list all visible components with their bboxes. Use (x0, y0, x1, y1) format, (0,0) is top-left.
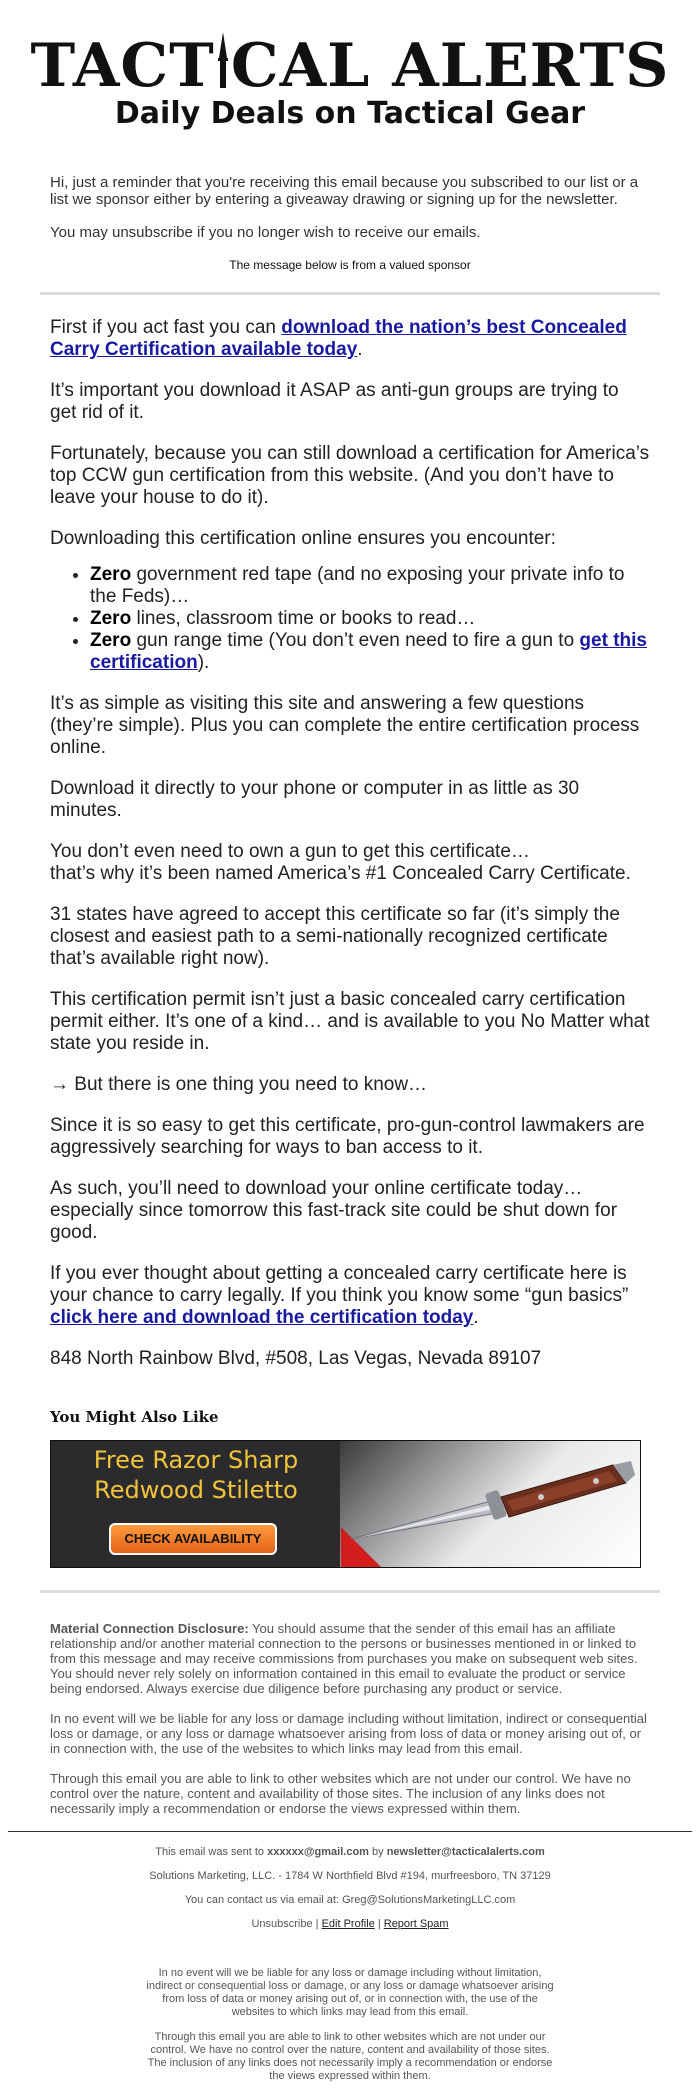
unsubscribe-note: You may unsubscribe if you no longer wish to receive our emails. (50, 224, 481, 241)
list-item: • Zero lines, classroom time or books to read… (90, 608, 650, 630)
footer-legal (0, 1942, 700, 2083)
disclosure-section (0, 1593, 700, 1816)
list-item: • Zero government red tape (and no exposing your private info to the Feds)… (90, 564, 650, 608)
paragraph-4: Downloading this certification online ensures you encounter: (50, 528, 556, 549)
company-address: Solutions Marketing, LLC. - 1784 W Northfield Blvd #194, murfreesboro, TN 37129 (149, 1870, 551, 1882)
footer-liability: In no event will we be liable for any loss or damage including without limitation, indirect or consequential loss or damage, or any loss or damage whatsoever arising from loss of data or money arising out of, or in connection with, the use of the websites to which links may lead from this email. (146, 1967, 554, 2018)
paragraph-8: 31 states have agreed to accept this certificate so far (it’s simply the closest and easiest path to a semi-nationally recognized certificate that’s available right now). (50, 904, 620, 969)
also-like-title: You Might Also Like (50, 1408, 219, 1426)
get-certification-link[interactable]: get this certification (90, 630, 647, 673)
benefits-list (50, 564, 650, 674)
paragraph-1: First if you act fast you can download the nation’s best Concealed Carry Certification available today. (50, 317, 627, 360)
paragraph-12: As such, you’ll need to download your online certificate today… especially since tomorrow this fast-track site could be shut down for good. (50, 1178, 618, 1243)
brand-right: CAL ALERTS (230, 31, 670, 101)
contact-line: You can contact us via email at: Greg@SolutionsMarketingLLC.com (184, 1894, 516, 1906)
paragraph-9: This certification permit isn’t just a basic concealed carry certification permit either. It’s one of a kind… and is available to you No Matter what state you reside in. (50, 989, 650, 1054)
paragraph-2: It’s important you download it ASAP as anti-gun groups are trying to get rid of it. (50, 380, 619, 423)
paragraph-6: Download it directly to your phone or computer in as little as 30 minutes. (50, 778, 580, 821)
brand-logo[interactable] (0, 31, 700, 101)
liability-disclaimer: In no event will we be liable for any loss or damage including without limitation, indirect or consequential loss or damage, or any loss or damage whatsoever arising from loss of data or money arising out of, or in connection with, the use of the websites to which links may lead from this email. (50, 1711, 647, 1756)
sponsor-note: The message below is from a valued sponsor (229, 258, 471, 272)
email-footer (0, 1832, 700, 2083)
list-item: • Zero gun range time (You don’t even need to fire a gun to get this certification). (90, 630, 650, 674)
report-spam-link[interactable]: Report Spam (383, 1918, 449, 1930)
paragraph-13: If you ever thought about getting a concealed carry certificate here is your chance to carry legally. If you think you know some “gun basics” click here and download the certification today. (50, 1263, 629, 1328)
intro-section (0, 134, 700, 274)
subscription-reminder: Hi, just a reminder that you're receiving this email because you subscribed to our list or a list we sponsor either by entering a giveaway drawing or signing up for the newsletter. (50, 174, 639, 208)
paragraph-5: It’s as simple as visiting this site and answering a few questions (they’re simple). Plus you can complete the entire certification process online. (50, 693, 640, 758)
banner-headline: Free Razor Sharp Redwood Stiletto (93, 1446, 299, 1504)
sponsor-message (0, 295, 700, 1370)
links-disclaimer: Through this email you are able to link to other websites which are not under our control. We have no control over the nature, content and availability of those sites. The inclusion of any links does not necessarily imply a recommendation or endorse the views expressed within them. (50, 1771, 631, 1816)
paragraph-11: Since it is so easy to get this certificate, pro-gun-control lawmakers are aggressively searching for ways to ban access to it. (50, 1115, 645, 1158)
email-header (0, 0, 700, 134)
material-disclosure: Material Connection Disclosure: You should assume that the sender of this email has an affiliate relationship and/or another material connection to the persons or businesses mentioned in or linked to from this message and may receive commissions from purchases you make on subsequent web sites. You should never rely solely on information contained in this email to evaluate the product or service being endorsed. Always exercise due diligence before purchasing any product or service. (50, 1621, 638, 1696)
brand-tagline: Daily Deals on Tactical Gear (114, 96, 586, 131)
download-certification-link[interactable]: download the nation’s best Concealed Carry Certification available today (50, 317, 627, 360)
stiletto-knife-icon (351, 1461, 636, 1551)
stiletto-ad-banner[interactable] (50, 1440, 641, 1568)
footer-links: Unsubscribe | Edit Profile | Report Spam (251, 1918, 449, 1930)
paragraph-3: Fortunately, because you can still download a certification for America’s top CCW gun certification from this website. (And you don’t have to leave your house to do it). (50, 443, 650, 508)
unsubscribe-text[interactable]: Unsubscribe (251, 1918, 313, 1930)
click-here-download-link[interactable]: click here and download the certification today (50, 1307, 474, 1328)
knife-icon (215, 32, 231, 90)
sponsor-address: 848 North Rainbow Blvd, #508, Las Vegas, Nevada 89107 (50, 1348, 542, 1369)
paragraph-7: You don’t even need to own a gun to get this certificate… that’s why it’s been named America’s #1 Concealed Carry Certificate. (50, 841, 631, 884)
footer-links-disclaimer: Through this email you are able to link to other websites which are not under our control. We have no control over the nature, content and availability of those sites. The inclusion of any links does not necessarily imply a recommendation or endorse the views expressed within them. (147, 2031, 553, 2082)
edit-profile-link[interactable]: Edit Profile (321, 1918, 375, 1930)
brand-left: TACT (30, 31, 215, 101)
check-availability-button[interactable]: CHECK AVAILABILITY (109, 1523, 277, 1555)
sent-to-line: This email was sent to xxxxxx@gmail.com by newsletter@tacticalalerts.com (155, 1846, 545, 1858)
paragraph-10: → But there is one thing you need to know… (50, 1074, 428, 1095)
